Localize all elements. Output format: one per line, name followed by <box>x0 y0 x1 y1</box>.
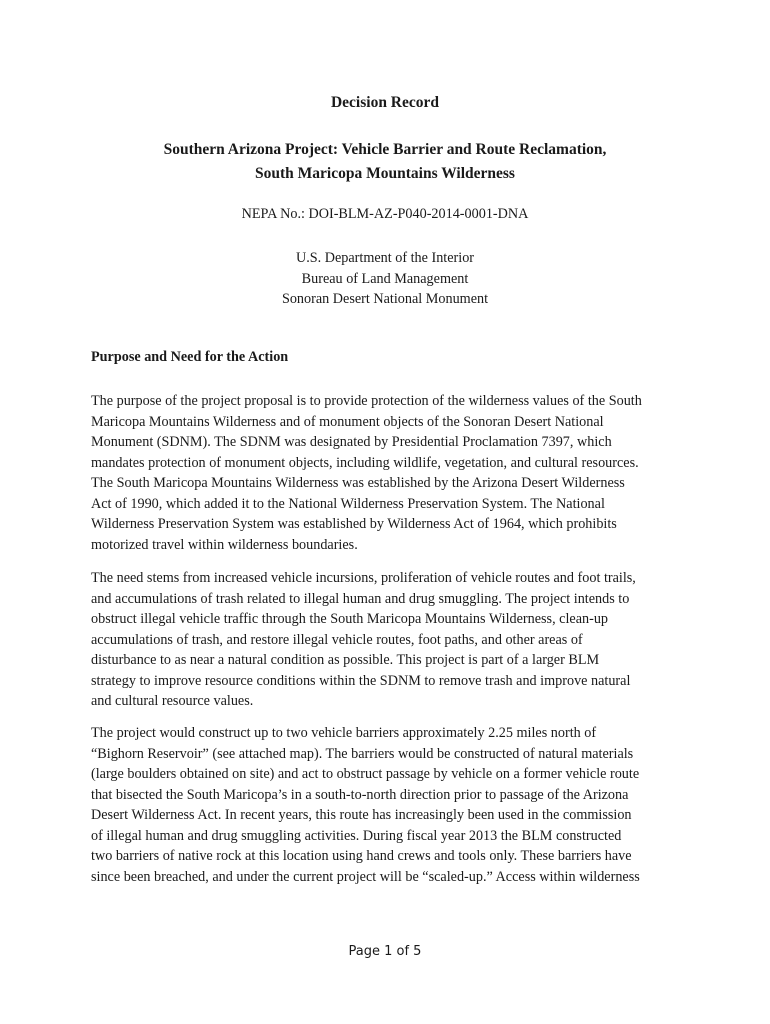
paragraph-line: Maricopa Mountains Wilderness and of monument objects of the Sonoran Desert National <box>91 413 604 430</box>
paragraph-line: of illegal human and drug smuggling activities. During fiscal year 2013 the BLM constructed <box>91 827 622 844</box>
paragraph-need <box>91 568 691 712</box>
subtitle-line-1: Southern Arizona Project: Vehicle Barrier and Route Reclamation, <box>163 141 607 158</box>
paragraph-line: since been breached, and under the current project will be “scaled-up.” Access within wilderness <box>91 868 640 885</box>
paragraph-line: that bisected the South Maricopa’s in a south-to-north direction prior to passage of the Arizona <box>91 786 629 803</box>
document-title: Decision Record <box>330 94 440 111</box>
paragraph-line: and accumulations of trash related to illegal human and drug smuggling. The project intends to <box>91 590 630 607</box>
agency-line: Bureau of Land Management <box>301 270 469 287</box>
paragraph-line: strategy to improve resource conditions within the SDNM to remove trash and improve natural <box>91 672 631 689</box>
paragraph-line: Monument (SDNM). The SDNM was designated by Presidential Proclamation 7397, which <box>91 434 612 450</box>
paragraph-line: The purpose of the project proposal is to provide protection of the wilderness values of the South <box>91 393 642 409</box>
paragraph-line: two barriers of native rock at this location using hand crews and tools only. These barriers have <box>91 848 632 864</box>
paragraph-line: mandates protection of monument objects, including wildlife, vegetation, and cultural resources. <box>91 454 639 471</box>
paragraph-line: The South Maricopa Mountains Wilderness was established by the Arizona Desert Wilderness <box>91 475 625 491</box>
paragraph-line: accumulations of trash, and restore illegal vehicle routes, foot paths, and other areas of <box>91 631 583 648</box>
paragraph-line: and cultural resource values. <box>91 693 254 709</box>
agency-line: Sonoran Desert National Monument <box>281 291 489 307</box>
paragraph-purpose <box>91 391 691 555</box>
subtitle-line-2: South Maricopa Mountains Wilderness <box>255 165 515 182</box>
document-subtitle <box>0 138 770 186</box>
paragraph-line: The project would construct up to two vehicle barriers approximately 2.25 miles north of <box>91 725 597 741</box>
paragraph-line: obstruct illegal vehicle traffic through the South Maricopa Mountains Wilderness, clean-up <box>91 611 609 627</box>
nepa-number: NEPA No.: DOI-BLM-AZ-P040-2014-0001-DNA <box>241 206 529 222</box>
paragraph-line: Act of 1990, which added it to the National Wilderness Preservation System. The National <box>91 495 605 512</box>
agency-block <box>0 248 770 310</box>
paragraph-line: The need stems from increased vehicle incursions, proliferation of vehicle routes and foot trails, <box>91 570 636 586</box>
paragraph-line: (large boulders obtained on site) and act to obstruct passage by vehicle on a former vehicle route <box>91 766 640 782</box>
page-number: Page 1 of 5 <box>348 944 422 959</box>
paragraph-line: “Bighorn Reservoir” (see attached map). The barriers would be constructed of natural materials <box>91 745 634 762</box>
paragraph-project <box>91 723 691 887</box>
paragraph-line: disturbance to as near a natural condition as possible. This project is part of a larger BLM <box>91 652 600 668</box>
paragraph-line: Desert Wilderness Act. In recent years, this route has increasingly been used in the commission <box>91 807 632 823</box>
agency-line: U.S. Department of the Interior <box>295 250 475 266</box>
section-heading: Purpose and Need for the Action <box>91 349 289 365</box>
paragraph-line: motorized travel within wilderness boundaries. <box>91 536 358 553</box>
paragraph-line: Wilderness Preservation System was established by Wilderness Act of 1964, which prohibits <box>91 516 617 532</box>
